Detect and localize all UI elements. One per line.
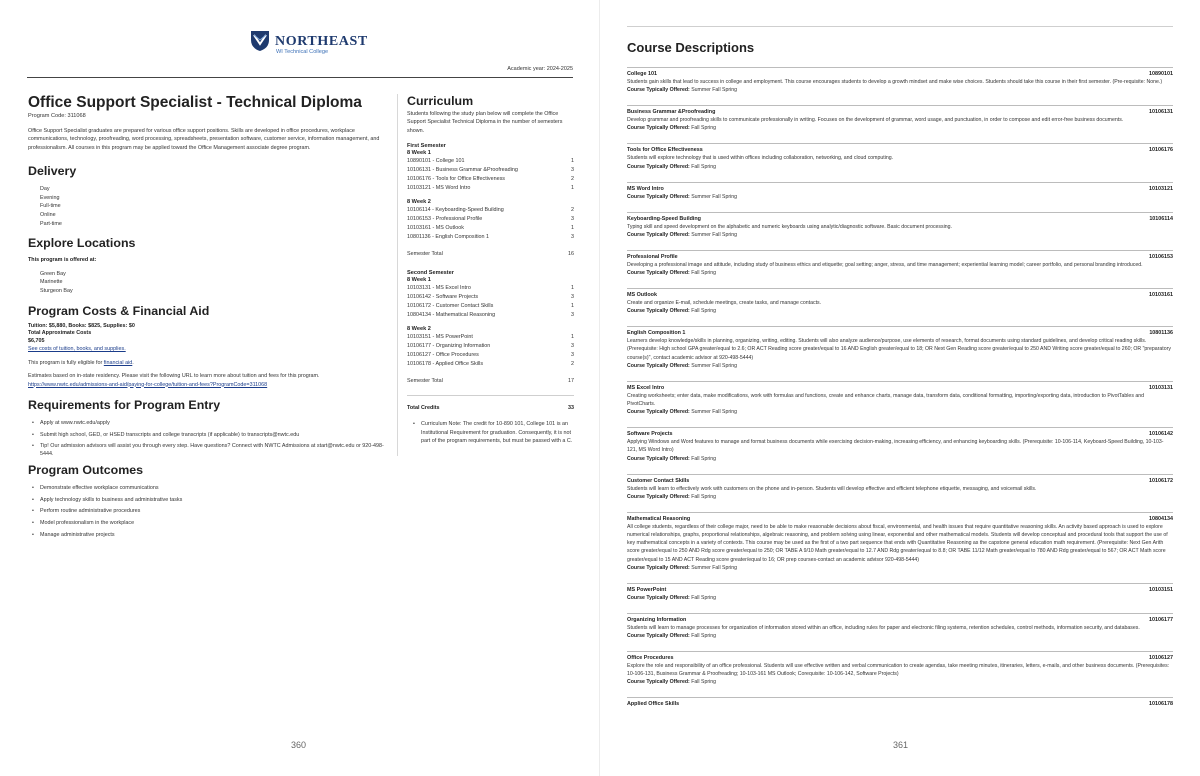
curriculum-intro: Students following the study plan below will complete the Office Support Specialist Technical Diploma in the number of semesters shown. <box>407 111 563 134</box>
list-item: Online <box>40 212 56 218</box>
course-offered-terms: Summer Fall Spring <box>691 362 738 369</box>
list-item: • Manage administrative projects <box>32 531 385 539</box>
outcomes-list <box>32 484 385 538</box>
course-name: 10106114 - Keyboarding-Speed Building <box>407 207 504 214</box>
course-offered-terms: Fall Spring <box>691 455 716 462</box>
list-item: Marinette <box>40 279 63 286</box>
locations-heading: Explore Locations <box>28 236 136 251</box>
course-offered-terms: Summer Fall Spring <box>691 564 738 571</box>
course-header <box>627 430 1173 438</box>
course-name: 10103131 - MS Excel Intro <box>407 285 471 292</box>
course-description-item <box>627 613 1173 640</box>
course-header <box>627 329 1173 337</box>
program-overview <box>28 94 385 542</box>
course-offered-terms: Fall Spring <box>691 308 716 315</box>
list-item: • Tip! Our admission advisors will assist you through every step. Have questions? Connect with NWTC Admissions at start@nwtc.edu or 920-498-5444. <box>32 442 385 458</box>
course-description: All college students, regardless of their college major, need to be able to make reasonable decisions about fiscal, environmental, and health issues that require quantitative reasoning skills. An activity based approach is used to explore numerical relationships, graphs, proportional relationships, algebraic reasoning, and problem solving using linear, exponential and other mathematical models. Students will develop conceptual and procedural tools that support the use of key mathematical concepts in a variety of contexts. This course may be used as the first of a two part sequence that ends with Quantitative Reasoning as the capstone general education math requirement. (Prerequisite: Next Gen Arith score greater/equal to 250 AND Rdg score greater/equal to 250; OR TABE A 9/10 Math greater/equal to 12.7 AND Rdg greater/equal to 8.8; OR TABE 11/12 Math greater/equal to 780 AND Rdg greater/equal to 567; OR ACT Math score greater/equal to 15 AND ACT Reading score greater/equal to 16; OR prep courses-contact an academic advisor 920-498-5444) <box>627 523 1168 563</box>
list-item: • Perform routine administrative procedures <box>32 507 385 515</box>
course-description-item <box>627 474 1173 501</box>
course-header <box>627 616 1173 624</box>
list-item: Full-time <box>40 203 61 210</box>
course-number: 10103131 <box>1149 384 1173 391</box>
course-name: 10106178 - Applied Office Skills <box>407 361 484 368</box>
eligible-prefix: This program is fully eligible for <box>28 359 104 366</box>
course-row <box>407 233 574 242</box>
course-number: 10106177 <box>1149 616 1173 623</box>
course-row <box>407 302 574 311</box>
academic-year: Academic year: 2024-2025 <box>507 66 573 72</box>
course-name: Business Grammar &Proofreading <box>627 109 716 116</box>
semester-total-label: Semester Total <box>407 378 443 385</box>
course-description: Students gain skills that lead to success in college and employment. This course encourages students to develop a growth mindset and make wise choices. Students should take this course in their first semester. (Pre-requisite: None.) <box>627 79 1163 85</box>
course-offered <box>627 193 1173 201</box>
list-item: • Apply at www.nwtc.edu/apply <box>32 419 385 427</box>
header-rule <box>27 77 573 78</box>
course-offered <box>627 678 1173 686</box>
course-number: 10804134 <box>1149 515 1173 522</box>
course-offered-label: Course Typically Offered: <box>627 493 690 500</box>
course-name: 10106177 - Organizing Information <box>407 343 491 350</box>
course-description: Creating worksheets; enter data, make modifications, work with formulas and functions, create and enhance charts, manage data, transform data, conditional formatting, importing/exporting data, introduction to PivotTables and PivotCharts. <box>627 392 1145 408</box>
course-header <box>627 70 1173 78</box>
course-offered <box>627 231 1173 239</box>
course-description-item <box>627 697 1173 708</box>
page-number: 361 <box>893 740 909 750</box>
course-offered-label: Course Typically Offered: <box>627 594 690 601</box>
course-name: 10103151 - MS PowerPoint <box>407 334 473 341</box>
outcomes-heading: Program Outcomes <box>28 463 143 478</box>
course-header <box>627 215 1173 223</box>
course-offered <box>627 269 1173 277</box>
delivery-list <box>40 185 385 228</box>
course-name: Keyboarding-Speed Building <box>627 215 701 222</box>
course-offered-terms: Fall Spring <box>691 270 716 277</box>
course-description-item <box>627 182 1173 201</box>
total-credits-label: Total Credits <box>407 405 440 412</box>
course-offered-label: Course Typically Offered: <box>627 679 690 686</box>
course-description: Create and organize E-mail, schedule meetings, create tasks, and manage contacts. <box>627 300 822 307</box>
course-description: Developing a professional image and attitude, including study of business ethics and etiquette; goal setting; anger, stress, and time management; experiential learning model; career portfolio, and personal branding introduced. <box>627 261 1143 268</box>
total-costs-label: Total Approximate Costs <box>28 330 92 337</box>
course-offered <box>627 86 1173 94</box>
course-offered <box>627 594 1173 602</box>
course-description-item <box>627 326 1173 370</box>
delivery-heading: Delivery <box>28 164 77 179</box>
tuition-fees-url-link[interactable]: https://www.nwtc.edu/admissions-and-aid/paying-for-college/tuition-and-fees?ProgramCode=311068 <box>28 381 268 388</box>
course-name: 10106127 - Office Procedures <box>407 352 479 359</box>
course-number: 10106131 <box>1149 109 1173 116</box>
course-description: Applying Windows and Word features to manage and format business documents while exercising decision-making, increasing efficiency, and enhancing keyboarding skills. (Prerequisite: 10-106-114, Keyboard-Speed Building, 10-103-121, MS Word Intro) <box>627 439 1164 454</box>
course-offered-label: Course Typically Offered: <box>627 231 690 238</box>
course-credits: 1 <box>571 303 574 310</box>
course-offered-label: Course Typically Offered: <box>627 193 690 200</box>
semester-total-value: 16 <box>568 251 574 258</box>
course-row <box>407 293 574 302</box>
program-code: Program Code: 311068 <box>28 113 86 119</box>
course-credits: 1 <box>571 334 574 341</box>
course-name: 10890101 - College 101 <box>407 158 465 165</box>
course-number: 10103121 <box>1149 185 1173 192</box>
course-number: 10106178 <box>1149 701 1173 708</box>
course-name: Mathematical Reasoning <box>627 515 691 522</box>
course-offered-label: Course Typically Offered: <box>627 163 690 170</box>
course-number: 10103151 <box>1149 586 1173 593</box>
course-name: MS Excel Intro <box>627 384 665 391</box>
northeast-logo <box>250 30 368 58</box>
offered-at-label: This program is offered at: <box>28 257 97 264</box>
course-description-item <box>627 583 1173 602</box>
course-header <box>627 146 1173 154</box>
course-number: 10106127 <box>1149 655 1173 662</box>
course-description: Typing skill and speed development on the alphabetic and numeric keyboards using analytic/diagnostic software. Basic document processing. <box>627 223 952 230</box>
course-name: College 101 <box>627 71 657 77</box>
semester-title: Second Semester <box>407 270 454 277</box>
list-item: Day <box>40 186 50 193</box>
course-name: 10103121 - MS Word Intro <box>407 185 471 192</box>
course-description: Learners develop knowledge/skills in planning, organizing, writing, editing. Students will also analyze audience/purpose, use elements of research, format documents using standard guidelines, and develop critical reading skills. (Prerequisite: High school GPA greater/equal to 2.6; OR ACT Reading score greater/equal to 16 AND English greater/equal to 18; OR Next Gen Reading score greater/equal to 250 AND Writing score greater/equal to 260; OR "preparatory course(s)", contact academic advisor at 920-498-5444) <box>627 338 1171 361</box>
curriculum-heading: Curriculum <box>407 94 474 108</box>
course-row <box>407 184 574 193</box>
course-row <box>407 311 574 320</box>
tuition-line: Tuition: $5,880, Books: $825, Supplies: $0 <box>28 322 135 329</box>
course-number: 10106176 <box>1149 147 1173 154</box>
course-offered-terms: Fall Spring <box>691 679 716 686</box>
course-name: 10106176 - Tools for Office Effectiveness <box>407 176 505 183</box>
course-offered <box>627 307 1173 315</box>
course-row <box>407 360 574 369</box>
course-header <box>627 185 1173 193</box>
course-row <box>407 175 574 184</box>
course-offered-label: Course Typically Offered: <box>627 455 690 462</box>
course-offered <box>627 564 1173 572</box>
course-name: 10106131 - Business Grammar &Proofreading <box>407 167 518 174</box>
total-credits-value: 33 <box>568 405 574 412</box>
course-description-item <box>627 512 1173 572</box>
course-name: MS PowerPoint <box>627 586 667 593</box>
course-number: 10106142 <box>1149 431 1173 438</box>
course-number: 10106153 <box>1149 253 1173 260</box>
week-title: 8 Week 1 <box>407 277 431 284</box>
course-name: 10103161 - MS Outlook <box>407 225 464 232</box>
course-number: 10106172 <box>1149 477 1173 484</box>
list-item: Green Bay <box>40 270 66 277</box>
course-header <box>627 384 1173 392</box>
eligible-suffix: . <box>132 359 134 366</box>
course-offered-terms: Fall Spring <box>691 493 716 500</box>
list-item: • Model professionalism in the workplace <box>32 519 385 527</box>
course-row <box>407 206 574 215</box>
course-row <box>407 215 574 224</box>
course-header <box>627 253 1173 261</box>
course-credits: 3 <box>571 312 574 319</box>
course-offered-terms: Fall Spring <box>691 125 716 132</box>
course-row <box>407 342 574 351</box>
course-header <box>627 477 1173 485</box>
course-offered-terms: Fall Spring <box>691 633 716 640</box>
course-header <box>627 291 1173 299</box>
course-name: Applied Office Skills <box>627 701 680 708</box>
course-credits: 1 <box>571 185 574 192</box>
list-item: Sturgeon Bay <box>40 287 73 294</box>
course-offered <box>627 632 1173 640</box>
logo-name: NORTHEAST <box>275 34 368 49</box>
requirements-heading: Requirements for Program Entry <box>28 397 221 412</box>
page-number: 360 <box>291 740 307 750</box>
list-item: Part-time <box>40 220 62 227</box>
course-row <box>407 166 574 175</box>
course-number: 10801136 <box>1149 330 1173 337</box>
course-description-item <box>627 381 1173 416</box>
course-offered <box>627 455 1173 463</box>
estimates-text: Estimates based on in-state residency. Please visit the following URL to learn more about tuition and fees for this program. <box>28 373 320 380</box>
financial-aid-link[interactable]: financial aid <box>103 359 133 366</box>
course-description: Explore the role and responsibility of an office professional. Students will use effective written and verbal communication to create agendas, take meeting minutes, itineraries, letters, e-mails, and other business documents. (Prerequisites: 10-106-131, Business Grammar & Proofreading; 10-103-161 MS Outlook; Corequisite: 10-106-142, Software Projects) <box>627 663 1170 678</box>
course-description-item <box>627 143 1173 170</box>
course-offered-terms: Summer Fall Spring <box>691 231 738 238</box>
course-name: 10801136 - English Composition 1 <box>407 234 490 241</box>
header-rule <box>627 26 1173 27</box>
course-credits: 3 <box>571 216 574 223</box>
course-description: Students will explore technology that is used within offices including collaboration, networking, and cloud computing. <box>627 155 894 162</box>
course-offered-label: Course Typically Offered: <box>627 633 690 640</box>
course-header <box>627 108 1173 116</box>
course-offered <box>627 163 1173 171</box>
course-credits: 1 <box>571 158 574 165</box>
course-name: Organizing Information <box>627 616 687 623</box>
semester-total-label: Semester Total <box>407 251 443 258</box>
curriculum-section <box>397 94 574 445</box>
course-description-item <box>627 212 1173 239</box>
logo-subtitle: WI Technical College <box>276 49 329 55</box>
total-costs-value: $6,705 <box>28 337 45 344</box>
list-item: • Submit high school, GED, or HSED transcripts and college transcripts (if applicable) to transcripts@nwtc.edu <box>32 431 385 439</box>
course-offered <box>627 124 1173 132</box>
course-offered-terms: Summer Fall Spring <box>691 409 738 416</box>
course-descriptions-heading: Course Descriptions <box>627 40 755 55</box>
course-credits: 2 <box>571 207 574 214</box>
course-row <box>407 224 574 233</box>
course-number: 10103161 <box>1149 292 1173 299</box>
course-offered-label: Course Typically Offered: <box>627 409 690 416</box>
semester-total <box>407 377 574 385</box>
list-item: Evening <box>40 194 60 201</box>
course-name: English Composition 1 <box>627 330 686 337</box>
course-row <box>407 351 574 360</box>
course-offered-terms: Fall Spring <box>691 163 716 170</box>
course-description-item <box>627 288 1173 315</box>
course-description-item <box>627 250 1173 277</box>
list-item: • Demonstrate effective workplace communications <box>32 484 385 492</box>
northeast-shield-logo-icon <box>250 30 270 52</box>
course-credits: 3 <box>571 343 574 350</box>
course-name: Customer Contact Skills <box>627 477 690 484</box>
course-credits: 3 <box>571 234 574 241</box>
course-description-list <box>627 67 1173 719</box>
course-offered <box>627 493 1173 501</box>
course-name: MS Word Intro <box>627 185 664 192</box>
course-offered-label: Course Typically Offered: <box>627 308 690 315</box>
course-credits: 3 <box>571 294 574 301</box>
course-description-item <box>627 105 1173 132</box>
course-description: Students will learn to manage processes for organization of information stored within an office, including rules for paper and electronic filing systems, retention schedules, control methods, information security, and databases. <box>627 624 1140 631</box>
course-name: Tools for Office Effectiveness <box>627 147 703 154</box>
course-name: 10106153 - Professional Profile <box>407 216 483 223</box>
course-header <box>627 700 1173 708</box>
semester-total-value: 17 <box>568 378 574 385</box>
course-header <box>627 586 1173 594</box>
course-offered-label: Course Typically Offered: <box>627 270 690 277</box>
course-name: Professional Profile <box>627 253 678 260</box>
program-title: Office Support Specialist - Technical Diploma <box>28 94 362 111</box>
curriculum-note: • Curriculum Note: The credit for 10-890 101, College 101 is an Institutional Requirement for graduation. Consequently, it is not part of the program requirements, but must be passed with a C. <box>407 420 574 445</box>
week-title: 8 Week 2 <box>407 326 431 333</box>
total-credits <box>407 395 574 412</box>
costs-heading: Program Costs & Financial Aid <box>28 303 210 318</box>
course-description: Students will learn to effectively work with customers on the phone and in-person. Students will develop effective and efficient telephone etiquette, messaging, and voicemail skills. <box>627 485 1037 492</box>
course-credits: 3 <box>571 167 574 174</box>
week-title: 8 Week 1 <box>407 150 431 157</box>
course-description-item <box>627 651 1173 686</box>
course-offered-label: Course Typically Offered: <box>627 87 690 94</box>
course-number: 10890101 <box>1149 71 1173 77</box>
course-offered <box>627 408 1173 416</box>
course-name: 10106142 - Software Projects <box>407 294 479 301</box>
course-offered <box>627 362 1173 370</box>
requirements-list <box>32 419 385 458</box>
course-offered-terms: Summer Fall Spring <box>691 87 738 94</box>
course-offered-terms: Fall Spring <box>691 594 716 601</box>
program-description: Office Support Specialist graduates are prepared for various office support positions. Skills are developed in office procedures, workplace communications, technology, proofreading, word processing, spreadsheets, presentation software, customer service, information management, and professionalism. All courses in this program may be applied toward the Office Management associate degree program. <box>28 128 380 151</box>
course-row <box>407 333 574 342</box>
week-title: 8 Week 2 <box>407 199 431 206</box>
course-name: MS Outlook <box>627 292 657 299</box>
list-item: • Apply technology skills to business and administrative tasks <box>32 496 385 504</box>
course-offered-label: Course Typically Offered: <box>627 362 690 369</box>
course-offered-label: Course Typically Offered: <box>627 564 690 571</box>
course-description-item <box>627 67 1173 94</box>
course-offered-label: Course Typically Offered: <box>627 125 690 132</box>
course-description: Develop grammar and proofreading skills to communicate professionally in writing. Focuses on the development of grammar, word usage, and punctuation, in order to compose and edit error-free business documents. <box>627 117 1124 124</box>
course-credits: 2 <box>571 361 574 368</box>
course-row <box>407 284 574 293</box>
semester-title: First Semester <box>407 143 446 150</box>
course-offered-terms: Summer Fall Spring <box>691 193 738 200</box>
course-header <box>627 654 1173 662</box>
semester-total <box>407 250 574 258</box>
course-name: 10804134 - Mathematical Reasoning <box>407 312 496 319</box>
see-costs-link[interactable]: See costs of tuition, books, and supplies. <box>28 346 126 353</box>
right-page <box>600 0 1200 776</box>
course-number: 10106114 <box>1149 215 1173 222</box>
course-credits: 1 <box>571 225 574 232</box>
course-credits: 2 <box>571 176 574 183</box>
course-name: Software Projects <box>627 431 673 438</box>
course-credits: 3 <box>571 352 574 359</box>
course-header <box>627 515 1173 523</box>
locations-list <box>40 270 385 296</box>
financial-aid-text <box>28 359 385 367</box>
course-description-item <box>627 427 1173 462</box>
course-row <box>407 157 574 166</box>
course-credits: 1 <box>571 285 574 292</box>
course-name: 10106172 - Customer Contact Skills <box>407 303 494 310</box>
course-name: Office Procedures <box>627 655 674 662</box>
